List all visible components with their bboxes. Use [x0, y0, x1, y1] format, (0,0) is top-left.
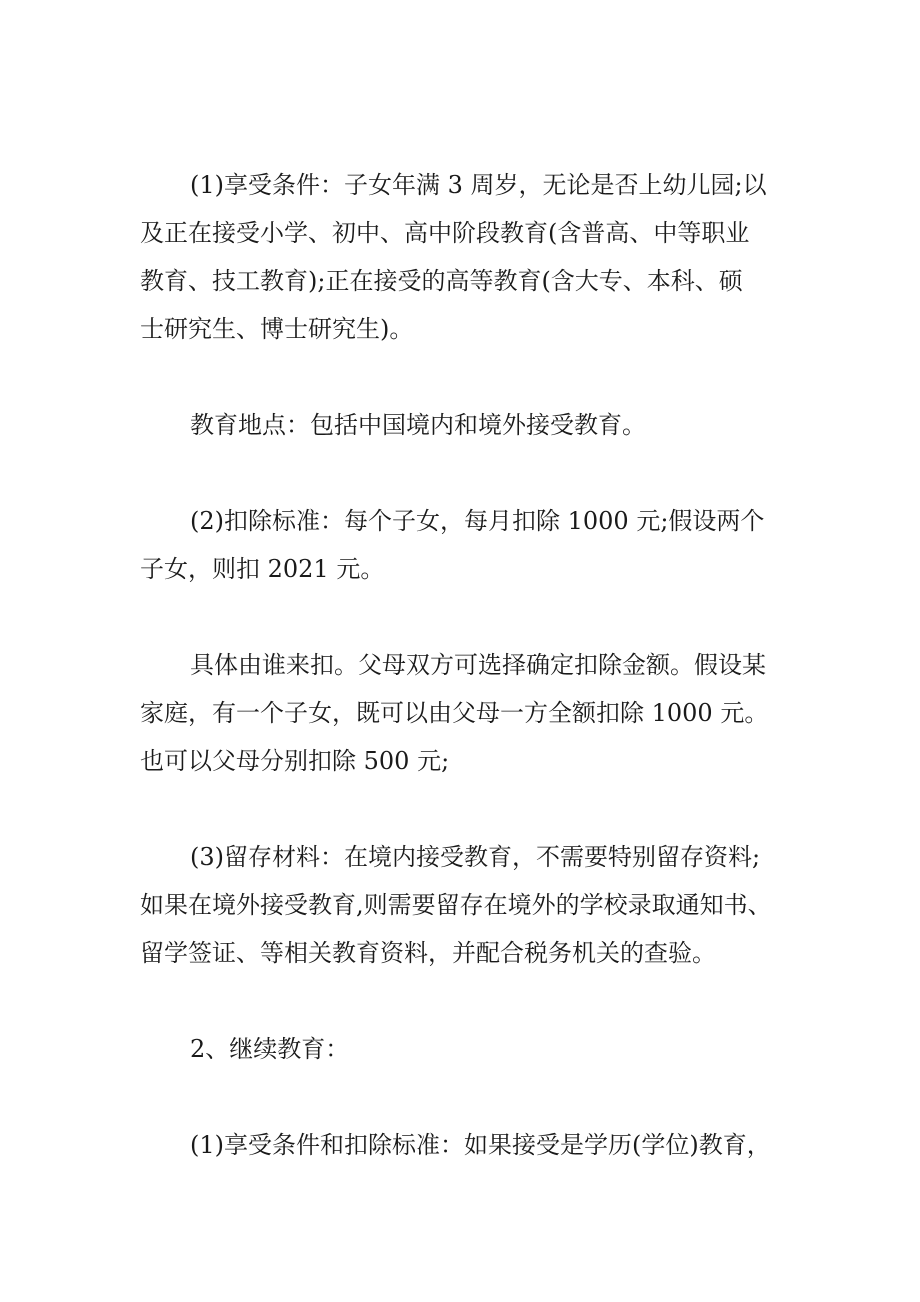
text-line: 士研究生、博士研究生)。: [140, 315, 414, 343]
text-line: 具体由谁来扣。父母双方可选择确定扣除金额。假设某: [190, 651, 766, 679]
text-line: 及正在接受小学、初中、高中阶段教育(含普高、中等职业: [140, 219, 750, 247]
text-line: 也可以父母分别扣除 500 元;: [140, 747, 450, 775]
text-line: 留学签证、等相关教育资料，并配合税务机关的查验。: [140, 939, 716, 967]
text-line: (1)享受条件和扣除标准：如果接受是学历(学位)教育，: [190, 1131, 771, 1159]
text-line: 子女，则扣 2021 元。: [140, 555, 385, 583]
text-line: 2、继续教育：: [190, 1035, 350, 1063]
text-line: (2)扣除标准：每个子女，每月扣除 1000 元;假设两个: [190, 507, 765, 535]
text-line: (3)留存材料：在境内接受教育，不需要特别留存资料;: [190, 843, 761, 871]
text-line: 教育地点：包括中国境内和境外接受教育。: [190, 411, 646, 439]
text-line: 家庭，有一个子女，既可以由父母一方全额扣除 1000 元。: [140, 699, 769, 727]
text-line: (1)享受条件：子女年满 3 周岁，无论是否上幼儿园;以: [190, 171, 767, 199]
text-line: 如果在境外接受教育,则需要留存在境外的学校录取通知书、: [140, 891, 772, 919]
text-line: 教育、技工教育);正在接受的高等教育(含大专、本科、硕: [140, 267, 743, 295]
